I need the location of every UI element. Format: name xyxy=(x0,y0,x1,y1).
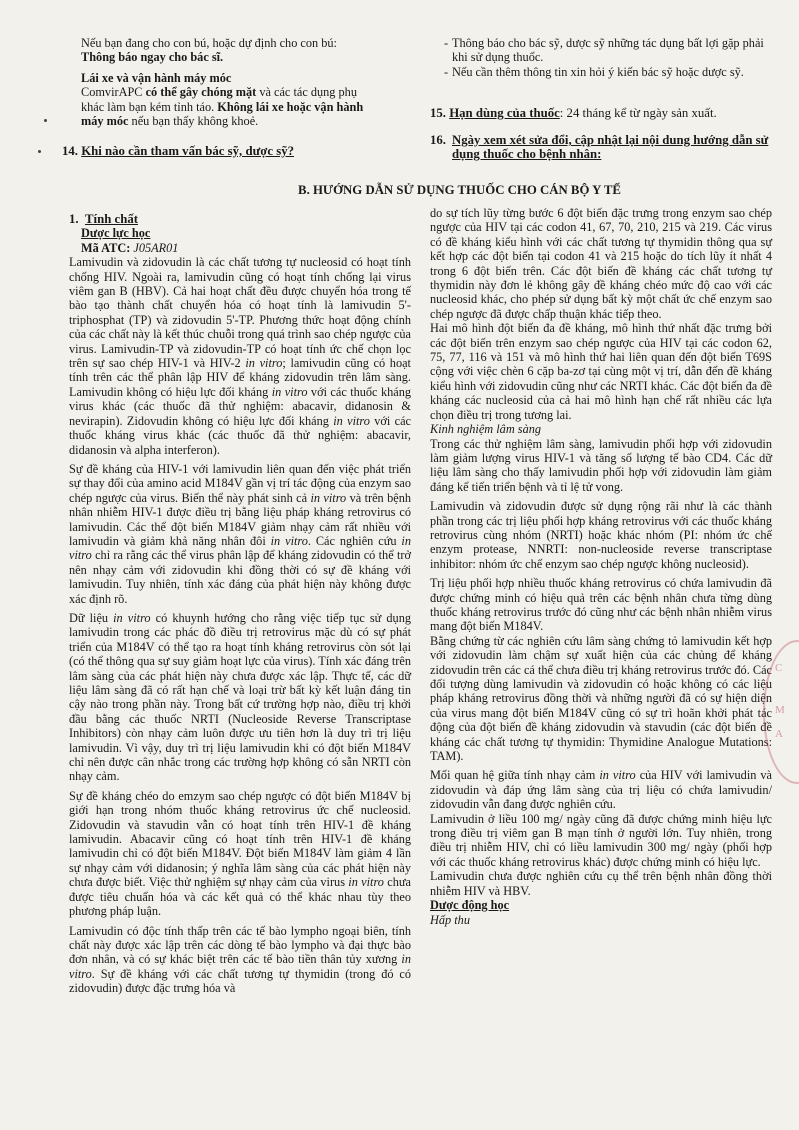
section-1-number: 1. xyxy=(69,212,79,226)
right-paragraph-1: do sự tích lũy từng bước 6 đột biến đặc trưng trong enzym sao chép ngược của HIV tại các codon 41, 67, 70, 210, 215 và 219. Các virus có đề kháng kiểu hình với các chất tương tự thymidin thông qua sự kết hợp các đột biến tại codon 41 và 215 hoặc do tích lũy ít nhất 4 trong 6 đột biến trên. Các đột biến đề kháng các chất tương tự thymidin này đơn lẻ không gây đề kháng chéo mức độ cao với các nucleosid khác, cho phép sử dụng bất kỳ một chất ức chế enzym sao chép ngược đã được chấp thuận khác tiếp theo. xyxy=(430,206,772,321)
p5-part-b: in vitro xyxy=(69,952,411,981)
section-15-heading xyxy=(430,106,772,120)
notify-bullet-1-text: Thông báo cho bác sỹ, dược sỹ những tác dụng bất lợi gặp phải khi sử dụng thuốc. xyxy=(452,36,764,65)
p1-part-g: với các thuốc kháng virus khác (các thuốc đã thử nghiệm: abacavir, didanosin và alpha interferon). xyxy=(69,413,411,457)
p2-part-f: in vitro xyxy=(69,533,411,563)
section-b-heading: B. HƯỚNG DẪN SỬ DỤNG THUỐC CHO CÁN BỘ Y TẾ xyxy=(298,183,621,197)
paragraph-3 xyxy=(69,611,411,784)
p4-part-a: Sự đề kháng chéo do emzym sao chép ngược có đột biến M184V bị giới hạn trong nhóm thuốc kháng retrovirus ức chế nucleosid. Zidovudin và stavudin vẫn có hoạt tính trên HIV-1 đề kháng lamivudin. Abacavir cũng có hoạt tính trên HIV-1 đề kháng lamivudin chỉ có đột biến M184V. Đột biến M184V làm giảm 4 lần sự nhạy cảm với didanosin; ý nghĩa lâm sàng của các phát hiện này chưa được biết. Việc thử nghiệm sự nhạy cảm của virus xyxy=(69,788,411,890)
driving-text-5: Không lái xe hoặc vận hành xyxy=(217,99,364,114)
notify-block xyxy=(444,36,774,79)
atc-code: J05AR01 xyxy=(133,240,179,255)
left-column xyxy=(69,212,411,996)
breastfeeding-block xyxy=(81,36,399,128)
section-14-title: Khi nào cần tham vấn bác sỹ, dược sỹ? xyxy=(81,144,294,158)
p1-part-f: in vitro xyxy=(333,413,370,428)
driving-text-1: ComvirAPC xyxy=(81,85,146,100)
p1-part-c: ; lamivudin cũng có hoạt tính trên các thể phân lập HIV để kháng zidovudin trên lâm sàng. Lamivudin không có hiệu lực đối kháng xyxy=(69,356,411,399)
driving-text-7: nếu bạn thấy không khoẻ. xyxy=(128,114,259,129)
pharmacokinetics-heading: Dược động học xyxy=(430,898,510,913)
p3-part-c: có khuynh hướng cho rằng việc tiếp tục sử dụng lamivudin trong các phác đồ điều trị retrovirus mặc dù có sự phát triển của M184V có thể tạo ra hoạt tính kháng retrovirus còn sót lại (có thể thông qua sự suy giảm hoạt lực của virus). Tính xác đáng trên lâm sàng của các phát hiện này chưa được xác lập. Thực tế, các dữ liệu lâm sàng đã có rất hạn chế và loại trừ bất kỳ kết luận đáng tin cậy nào trong phần này. Trong bất cứ trường hợp nào, điều trị khởi đầu bằng các thuốc NRTI (Nucleoside Reverse Transcriptase Inhibitors) còn nhạy cảm luôn được ưu tiên hơn là duy trì trị liệu lamivudin. Vì vậy, duy trì trị liệu lamivudin khi có đột biến M184V chỉ nên được cân nhắc trong các trường hợp không có sẵn NRTI còn nhạy cảm. xyxy=(69,610,411,784)
r7-part-c: của HIV với lamivudin và zidovudin và đáp ứng lâm sàng của trị liệu có chứa lamivudin/ zidovudin vẫn đang được nghiên cứu. xyxy=(430,768,773,812)
right-paragraph-3: Trong các thử nghiệm lâm sàng, lamivudin phối hợp với zidovudin làm giảm lượng virus HIV-1 và tăng số lượng tế bào CD4. Các dữ liệu lâm sàng cho thấy lamivudin phối hợp với zidovudin làm giảm đáng kể tiến triển bệnh và tỉ lệ tử vong. xyxy=(430,436,772,494)
r7-part-b: in vitro xyxy=(599,768,636,783)
stamp-letter-2: M xyxy=(775,704,785,716)
p1-part-a: Lamivudin và zidovudin là các chất tương tự nucleosid có hoạt tính chống HIV. Ngoài ra, lamivudin cũng có hoạt tính chống lại virus viêm gan B (HBV). Cả hai hoạt chất đều được chuyển hóa trong tế bào tạo thành chất chuyển hóa có hoạt tính là lamivudin 5'-triphosphat (TP) và zidovudin 5'-TP. Phương thức hoạt động chính của các chất này là kết thúc chuỗi trong quá trình sao chép ngược của virus. Lamivudin-TP và zidovudin-TP có hoạt tính ức chế chọn lọc trên sự sao chép HIV-1 và HIV-2 xyxy=(69,255,411,371)
p3-part-a: Dữ liệu xyxy=(69,610,114,625)
notify-bullet-1: - Thông báo cho bác sỹ, dược sỹ những tác dụng bất lợi gặp phải khi sử dụng thuốc. xyxy=(444,36,774,65)
p2-part-d: in vitro xyxy=(270,533,308,548)
right-paragraph-2: Hai mô hình đột biến đa đề kháng, mô hình thứ nhất đặc trưng bởi các đột biến trên enzym sao chép ngược của HIV tại các codon 62, 75, 77, 116 và 151 và mô hình thứ hai liên quan đến đột biến T69S cộng với việc chèn 6 cặp ba-zơ tại cùng một vị trí, dẫn đến đề kháng kiểu hình với zidovudin cũng như các NRTI khác. Các đột biến đa đề kháng các nucleosid của cả hai mô hình hạn chế rất nhiều các lựa chọn điều trị trong tương lai. xyxy=(430,321,772,422)
paragraph-1 xyxy=(69,255,411,457)
right-paragraph-5: Trị liệu phối hợp nhiều thuốc kháng retrovirus có chứa lamivudin đã được chứng minh có hiệu quả trên các bệnh nhân chưa từng dùng thuốc kháng retrovirus trước đó cũng như các bệnh nhân nhiễm virus mang đột biến M184V. xyxy=(430,576,772,634)
notify-bullet-2: - Nếu cần thêm thông tin xin hỏi ý kiến bác sỹ hoặc dược sỹ. xyxy=(444,64,744,79)
p2-part-e: . Các nghiên cứu xyxy=(307,533,402,548)
section-15-text: : 24 tháng kể từ ngày sản xuất. xyxy=(559,106,717,120)
p2-part-b: in vitro xyxy=(310,490,347,505)
section-14-heading xyxy=(62,144,402,158)
p5-part-c: . Sự đề kháng với các chất tương tự thymidin (trong đó có zidovudin) được đặc trưng hóa và xyxy=(69,966,411,996)
right-column xyxy=(430,206,772,927)
paragraph-5 xyxy=(69,924,411,996)
breastfeeding-advice: Thông báo ngay cho bác sĩ. xyxy=(81,50,224,65)
atc-label: Mã ATC: xyxy=(81,240,134,255)
right-paragraph-6: Bằng chứng từ các nghiên cứu lâm sàng chứng tỏ lamivudin kết hợp với zidovudin làm chậm sự xuất hiện của các chủng để kháng zidovudin trên các cá thể chưa điều trị kháng retrovirus trước đó. Các đối tượng dùng lamivudin và zidovudin có hoặc không có các liệu pháp kháng retrovirus đồng thời và những người đã có sự hiện diện của virus mang đột biến M184V cũng có sự trì hoãn khởi phát tác động của đột biến đề kháng zidovudin và stavudin (các đột biến đề kháng các chất tương tự thymidin: Thymidine Analogue Mutations: TAM). xyxy=(430,633,772,764)
p1-part-d: in vitro xyxy=(271,384,308,399)
atc-code-line xyxy=(81,241,411,255)
p2-part-g: chỉ ra rằng các thể virus phân lập để kháng zidovudin có thể trở nên nhạy cảm với zidovudin khi đồng thời có sự đề kháng với lamivudin. Tuy nhiên, tính xác đáng của phát hiện này không được xác định rõ. xyxy=(69,548,411,606)
p4-part-b: in vitro xyxy=(348,875,384,890)
p4-part-c: chưa được tiêu chuẩn hóa và các kết quả có thể khác nhau tùy theo phương pháp luận. xyxy=(69,875,411,919)
margin-mark xyxy=(38,150,41,153)
margin-mark xyxy=(44,119,47,122)
driving-text xyxy=(81,85,399,128)
stamp-letter-1: C xyxy=(775,662,783,674)
right-paragraph-4: Lamivudin và zidovudin được sử dụng rộng rãi như là các thành phần trong các trị liệu phối hợp kháng retrovirus với các thuốc kháng retrovirus cùng nhóm (NRTI) hoặc khác nhóm (PI: nhóm ức chế enzym protease, NNRTI: non-nucleoside reverse transcriptase inhibitor: nhóm ức chế enzym sao chép ngược không nucleosid). xyxy=(430,499,772,571)
section-1-heading xyxy=(69,212,411,226)
p5-part-a: Lamivudin có độc tính thấp trên các tế bào lympho ngoại biên, tính chất này được xác lập trên các dòng tế bào lympho và đại thực bào đơn nhân, và có sự khác biệt trên các tế bào tiền thân tủy xương xyxy=(69,923,411,967)
section-15-number: 15. xyxy=(430,106,446,120)
stamp-letter-3: A xyxy=(775,728,783,740)
section-16-title: Ngày xem xét sửa đổi, cập nhật lại nội dung hướng dẫn sử dụng thuốc cho bệnh nhân: xyxy=(452,133,769,162)
pharmacodynamics-heading: Dược lực học xyxy=(81,226,151,241)
notify-bullet-2-text: Nếu cần thêm thông tin xin hỏi ý kiến bác sỹ hoặc dược sỹ. xyxy=(452,64,744,79)
section-15-title: Hạn dùng của thuốc xyxy=(449,106,560,120)
section-16-heading xyxy=(430,133,775,162)
paragraph-4 xyxy=(69,789,411,919)
section-14-number: 14. xyxy=(62,144,78,158)
p1-part-b: in vitro xyxy=(245,356,283,371)
driving-text-6: máy móc xyxy=(81,114,129,129)
r7-part-a: Mối quan hệ giữa tính nhạy cảm xyxy=(430,768,600,783)
section-1-title: Tính chất xyxy=(85,212,138,226)
clinical-experience-heading: Kinh nghiệm lâm sàng xyxy=(430,422,542,437)
driving-heading: Lái xe và vận hành máy móc xyxy=(81,70,232,85)
paragraph-2 xyxy=(69,462,411,606)
driving-text-3: và các tác dụng phụ xyxy=(256,85,357,100)
right-paragraph-7 xyxy=(430,768,772,811)
p1-part-e: với các thuốc kháng virus khác (các thuốc đã thử nghiệm: abacavir, didanosin & nevirapin). Zidovudin không có hiệu lực đối kháng xyxy=(69,384,411,428)
right-paragraph-8: Lamivudin ở liều 100 mg/ ngày cũng đã được chứng minh hiệu lực trong điều trị viêm gan B mạn tính ở người lớn. Tuy nhiên, trong điều trị nhiễm HIV, chỉ có liều lamivudin 300 mg/ ngày (phối hợp với các thuốc kháng retrovirus khác) được chứng minh có hiệu lực. xyxy=(430,811,772,869)
breastfeeding-text: Nếu bạn đang cho con bú, hoặc dự định cho con bú: xyxy=(81,36,337,50)
p2-part-c: và trên bệnh nhân nhiễm HIV-1 được điều trị bằng liệu pháp kháng retrovirus có lamivudin. Các thể đột biến M184V giảm nhạy cảm rất nhiều với lamivudin và giảm khả năng nhân đôi xyxy=(69,490,411,548)
p3-part-b: in vitro xyxy=(113,610,151,625)
right-paragraph-9: Lamivudin chưa được nghiên cứu cụ thể trên bệnh nhân đồng thời nhiễm HIV và HBV. xyxy=(430,869,772,898)
driving-text-2: có thể gây chóng mặt xyxy=(145,85,257,100)
section-16-number: 16. xyxy=(430,133,446,147)
absorption-heading: Hấp thu xyxy=(430,912,470,927)
driving-text-4: khác làm bạn kém tỉnh táo. xyxy=(81,99,218,114)
p2-part-a: Sự đề kháng của HIV-1 với lamivudin liên quan đến việc phát triển sự thay đổi của amino acid M184V gần vị trí tác động của enzym sao chép ngược của virus. Biến thể này phát sinh cả xyxy=(69,461,411,505)
